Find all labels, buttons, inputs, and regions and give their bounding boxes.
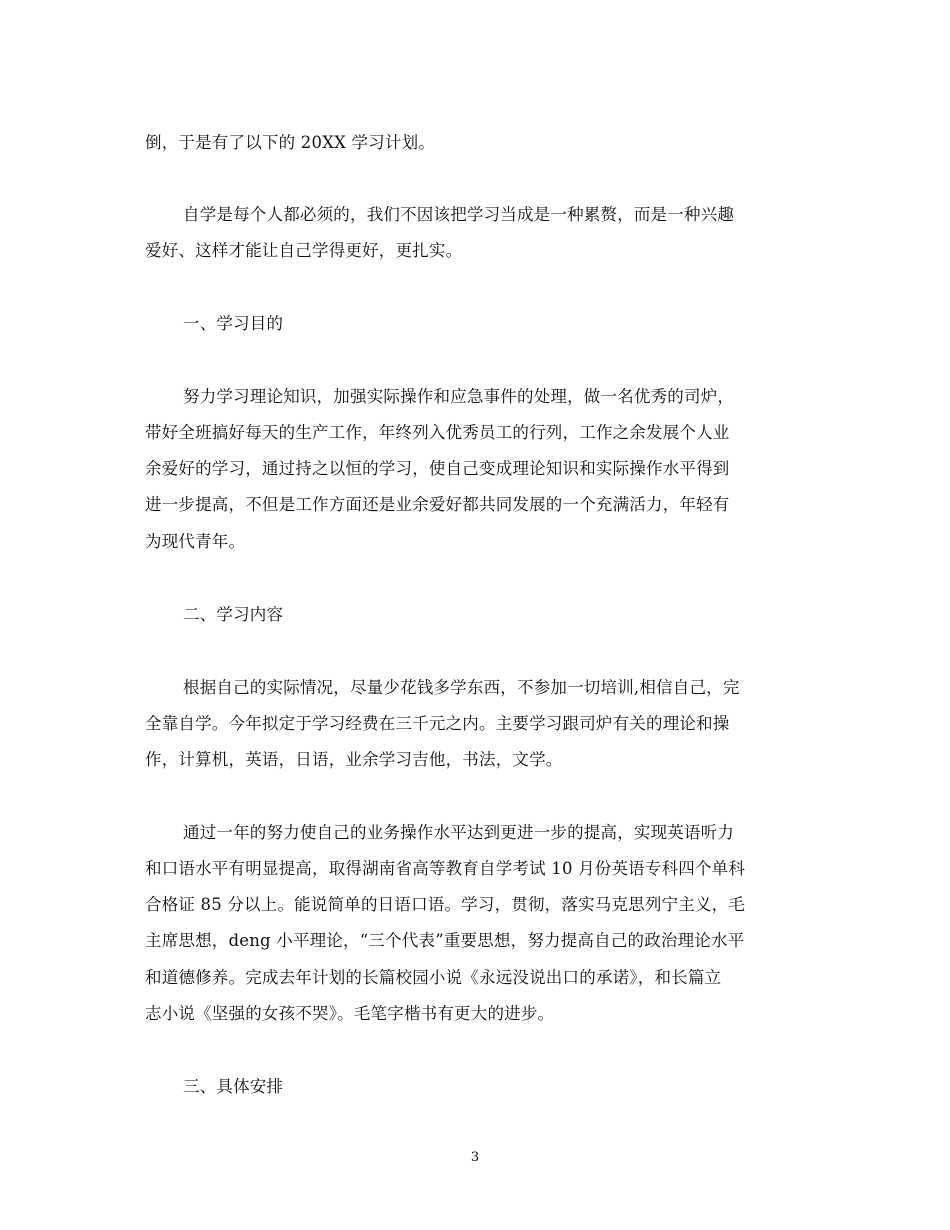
section-heading: 二、学习内容	[183, 605, 284, 624]
text-line: 志小说《坚强的女孩不哭》。毛笔字楷书有更大的进步。	[145, 1004, 555, 1023]
page-number: 3	[470, 1150, 480, 1165]
text-line: 进一步提高，不但是工作方面还是业余爱好都共同发展的一个充满活力，年轻有	[145, 495, 730, 514]
section-heading: 一、学习目的	[183, 314, 284, 333]
text-line: 根据自己的实际情况，尽量少花钱多学东西，不参加一切培训,相信自己，完	[183, 678, 740, 697]
text-line: 自学是每个人都必须的，我们不因该把学习当成是一种累赘，而是一种兴趣	[183, 205, 735, 224]
text-line: 全靠自学。今年拟定于学习经费在三千元之内。主要学习跟司炉有关的理论和操	[145, 714, 730, 733]
text-line: 合格证 85 分以上。能说简单的日语口语。学习，贯彻，落实马克思列宁主义，毛	[145, 895, 746, 914]
text-line: 努力学习理论知识，加强实际操作和应急事件的处理，做一名优秀的司炉，	[183, 387, 735, 406]
section-heading: 三、具体安排	[183, 1077, 284, 1096]
text-line: 倒，于是有了以下的 20XX 学习计划。	[145, 133, 435, 152]
text-line: 余爱好的学习，通过持之以恒的学习，使自己变成理论知识和实际操作水平得到	[145, 459, 730, 478]
text-line: 主席思想，deng 小平理论，“三个代表”重要思想，努力提高自己的政治理论水平	[145, 931, 745, 950]
text-line: 为现代青年。	[145, 532, 246, 551]
text-line: 带好全班搞好每天的生产工作，年终列入优秀员工的行列，工作之余发展个人业	[145, 423, 730, 442]
text-line: 通过一年的努力使自己的业务操作水平达到更进一步的提高，实现英语听力	[183, 823, 735, 842]
text-line: 爱好、这样才能让自己学得更好，更扎实。	[145, 241, 463, 260]
text-line: 作，计算机，英语，日语，业余学习吉他，书法，文学。	[145, 750, 563, 769]
text-line: 和道德修养。完成去年计划的长篇校园小说《永远没说出口的承诺》，和长篇立	[145, 968, 722, 987]
text-line: 和口语水平有明显提高，取得湖南省高等教育自学考试 10 月份英语专科四个单科	[145, 859, 746, 878]
